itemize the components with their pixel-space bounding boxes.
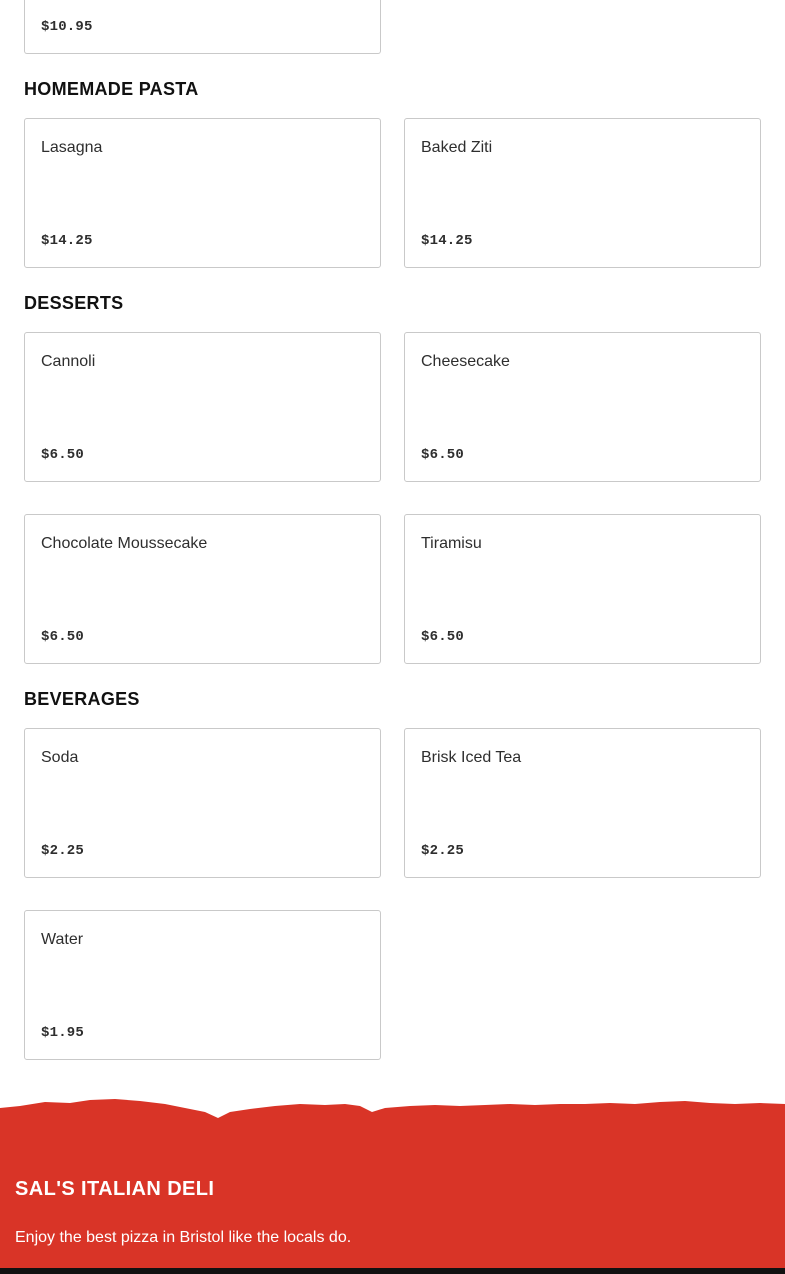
item-name: Chocolate Moussecake <box>41 535 208 552</box>
menu-item-card[interactable] <box>24 332 381 482</box>
item-price: $6.50 <box>421 447 465 463</box>
menu-item-card[interactable] <box>24 118 381 268</box>
item-name: Lasagna <box>41 139 103 156</box>
site-footer <box>0 1092 785 1274</box>
item-price: $2.25 <box>41 843 85 859</box>
item-price: $6.50 <box>421 629 465 645</box>
menu-item-card[interactable] <box>24 514 381 664</box>
footer-brand: SAL'S ITALIAN DELI <box>15 1178 215 1200</box>
item-name: Brisk Iced Tea <box>421 749 522 766</box>
item-name: Soda <box>41 749 79 766</box>
footer-bottom-bar <box>0 1268 785 1274</box>
item-price: $1.95 <box>41 1025 85 1041</box>
item-price: $6.50 <box>41 447 85 463</box>
section-title-homemade-pasta: HOMEMADE PASTA <box>24 79 199 99</box>
item-price: $6.50 <box>41 629 85 645</box>
menu-item-card[interactable] <box>404 728 761 878</box>
item-price: $14.25 <box>41 233 93 249</box>
item-name: Cannoli <box>41 353 96 370</box>
item-name: Water <box>41 931 84 948</box>
menu-item-card[interactable] <box>24 910 381 1060</box>
menu-item-card[interactable] <box>24 728 381 878</box>
footer-tagline: Enjoy the best pizza in Bristol like the locals do. <box>15 1229 352 1246</box>
menu-item-card[interactable] <box>404 118 761 268</box>
item-price: $14.25 <box>421 233 473 249</box>
menu-item-card[interactable] <box>404 332 761 482</box>
menu-item-card[interactable] <box>24 0 381 54</box>
item-name: Cheesecake <box>421 353 510 370</box>
menu-item-card[interactable] <box>404 514 761 664</box>
item-name: Tiramisu <box>421 535 482 552</box>
section-title-beverages: BEVERAGES <box>24 689 140 709</box>
section-title-desserts: DESSERTS <box>24 293 124 313</box>
item-name: Baked Ziti <box>421 139 493 156</box>
item-price: $10.95 <box>41 19 93 35</box>
item-price: $2.25 <box>421 843 465 859</box>
